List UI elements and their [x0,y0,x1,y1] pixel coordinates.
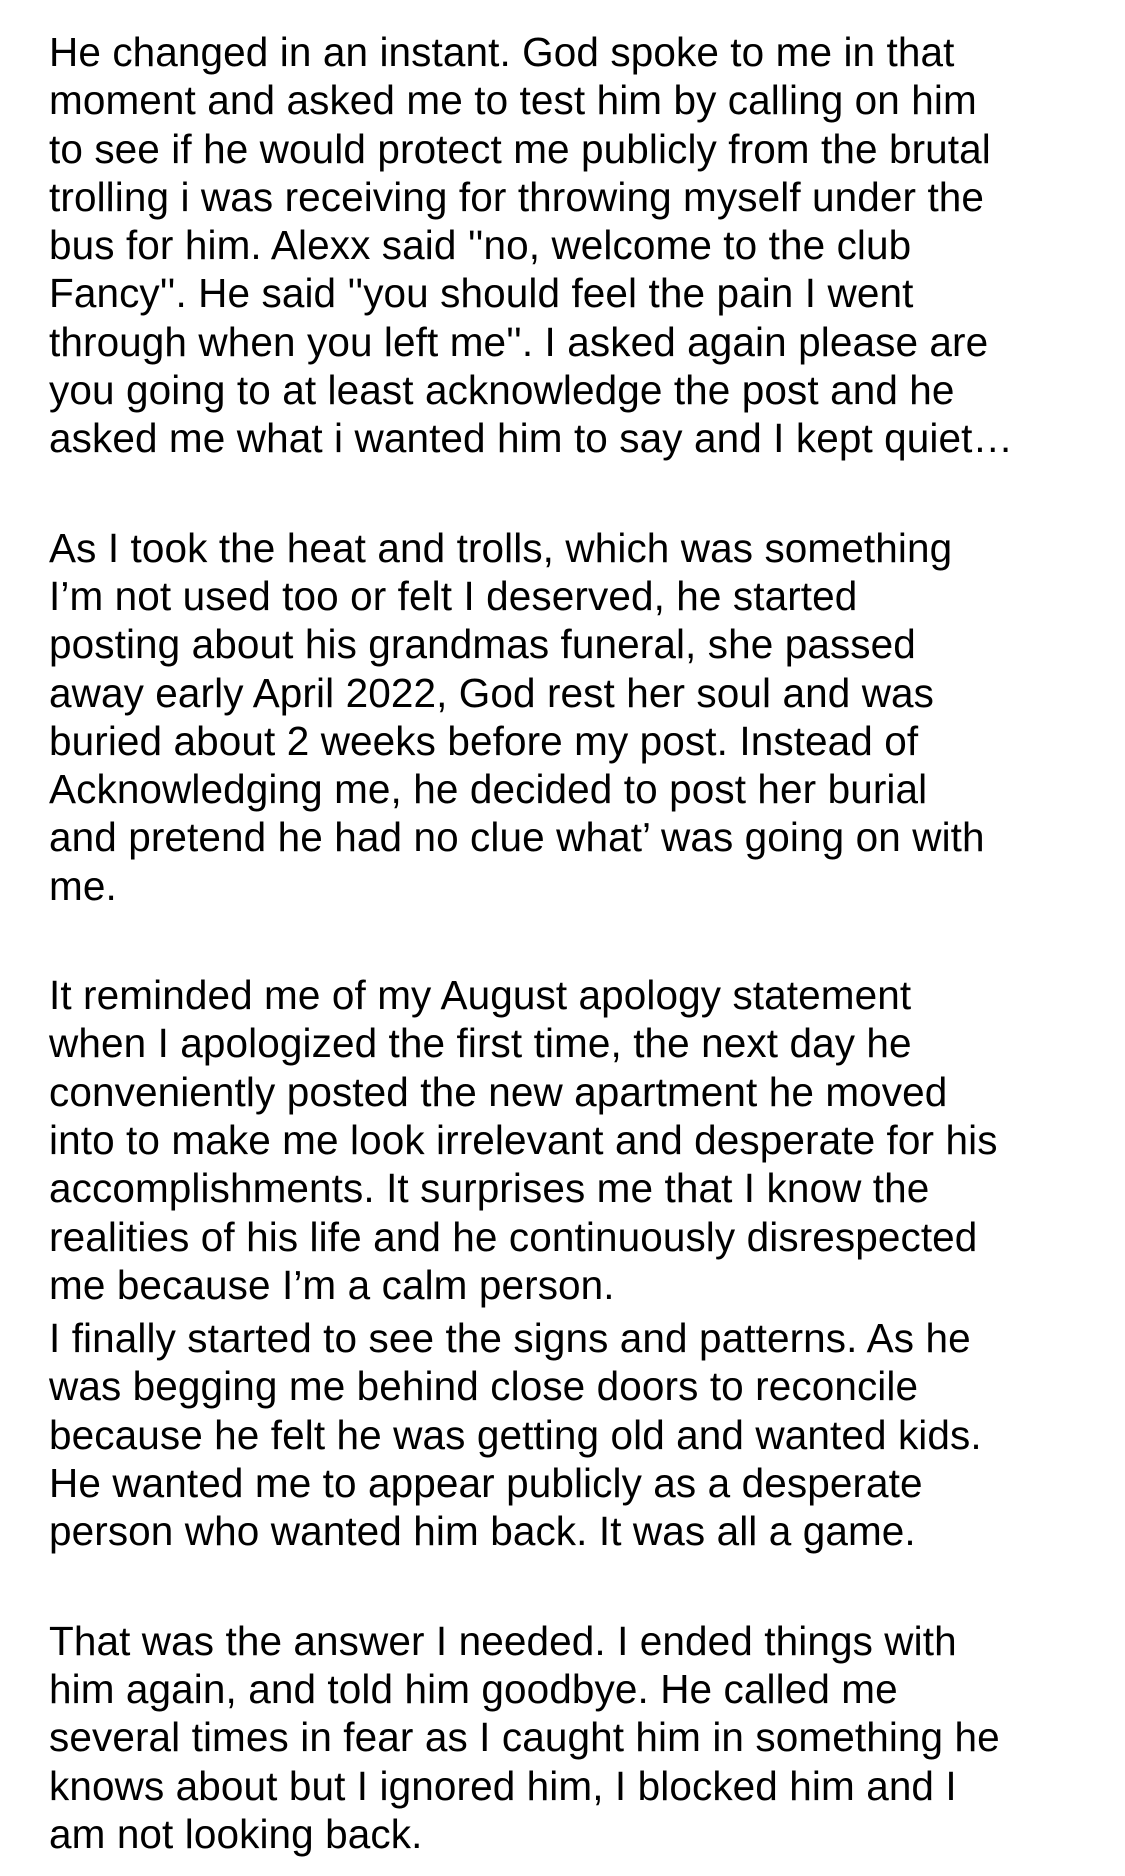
text-line: That was the answer I needed. I ended things with [49,1617,957,1664]
text-line: asked me what i wanted him to say and I kept quiet… [49,415,1014,462]
text-line: several times in fear as I caught him in something he [49,1714,1000,1761]
paragraph-spacer [49,910,1089,971]
text-line: Fancy''. He said ''you should feel the pain I went [49,270,914,317]
text-line: I’m not used too or felt I deserved, he started [49,572,858,619]
text-line: He wanted me to appear publicly as a desperate [49,1460,923,1507]
text-line: am not looking back. [49,1810,423,1857]
text-line: me. [49,862,117,909]
text-line: I finally started to see the signs and patterns. As he [49,1315,971,1362]
paragraph-1 [49,28,1089,463]
text-line: into to make me look irrelevant and desperate for his [49,1116,998,1163]
paragraph-3 [49,971,1089,1309]
text-line: accomplishments. It surprises me that I know the [49,1165,930,1212]
text-line: It reminded me of my August apology statement [49,972,912,1019]
text-line: to see if he would protect me publicly from the brutal [49,125,991,172]
text-line: trolling i was receiving for throwing myself under the [49,173,985,220]
paragraph-spacer [49,463,1089,524]
text-line: was begging me behind close doors to reconcile [49,1363,919,1410]
text-line: him again, and told him goodbye. He called me [49,1665,898,1712]
document-body [49,28,1089,1858]
text-line: you going to at least acknowledge the post and he [49,367,955,414]
text-line: As I took the heat and trolls, which was something [49,524,953,571]
text-line: Acknowledging me, he decided to post her burial [49,766,928,813]
paragraph-5 [49,1617,1089,1858]
text-line: through when you left me''. I asked again please are [49,318,989,365]
paragraph-spacer [49,1556,1089,1617]
text-line: when I apologized the first time, the next day he [49,1020,912,1067]
text-line: bus for him. Alexx said ''no, welcome to the club [49,222,912,269]
text-line: He changed in an instant. God spoke to me in that [49,29,955,75]
text-line: person who wanted him back. It was all a game. [49,1508,916,1555]
text-line: knows about but I ignored him, I blocked him and I [49,1762,957,1809]
text-line: realities of his life and he continuously disrespected [49,1213,978,1260]
text-line: because he felt he was getting old and wanted kids. [49,1411,982,1458]
text-line: posting about his grandmas funeral, she passed [49,621,916,668]
paragraph-4 [49,1314,1089,1555]
text-line: and pretend he had no clue what’ was going on with [49,814,985,861]
text-line: away early April 2022, God rest her soul and was [49,669,935,716]
paragraph-2 [49,524,1089,910]
text-line: conveniently posted the new apartment he moved [49,1068,948,1115]
text-line: me because I’m a calm person. [49,1261,615,1308]
text-line: moment and asked me to test him by calling on him [49,77,977,124]
text-line: buried about 2 weeks before my post. Instead of [49,717,919,764]
